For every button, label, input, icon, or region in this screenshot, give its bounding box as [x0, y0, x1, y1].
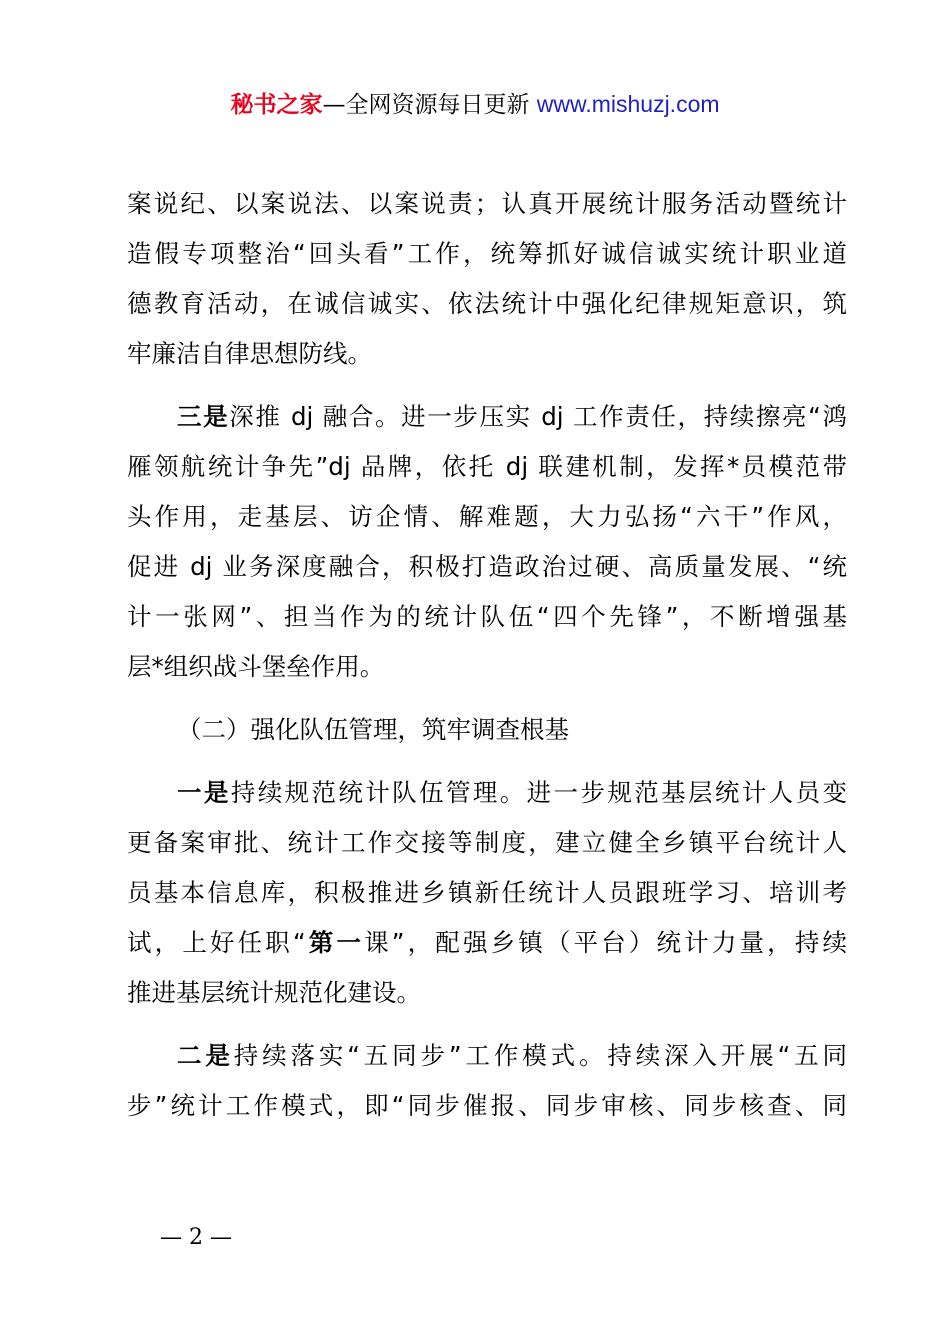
- paragraph-lead-line: 二是持续落实“五同步”工作模式。持续深入开展“五同: [177, 1041, 848, 1070]
- site-header: [0, 86, 950, 123]
- body-line: 造假专项整治“回头看”工作，统筹抓好诚信诚实统计职业道: [127, 239, 847, 268]
- body-line: 推进基层统计规范化建设。: [127, 978, 421, 1007]
- brand-name: 秘书之家: [230, 92, 323, 118]
- emphasis-bold: 第一: [305, 928, 365, 957]
- page-number: — 2 —: [160, 1225, 232, 1250]
- section-heading: （二）强化队伍管理，筑牢调查根基: [177, 715, 569, 744]
- body-line: 德教育活动，在诚信诚实、依法统计中强化纪律规矩意识，筑: [127, 289, 847, 318]
- body-line: 步”统计工作模式，即“同步催报、同步审核、同步核查、同: [127, 1091, 847, 1120]
- paragraph-lead-bold: 三是: [177, 402, 230, 431]
- body-line: 牢廉洁自律思想防线。: [127, 339, 372, 368]
- body-line: 案说纪、以案说法、以案说责；认真开展统计服务活动暨统计: [127, 189, 847, 218]
- body-line: 计一张网”、担当作为的统计队伍“四个先锋”，不断增强基: [127, 602, 847, 631]
- body-line: 更备案审批、统计工作交接等制度，建立健全乡镇平台统计人: [127, 828, 847, 857]
- body-line: 头作用，走基层、访企情、解难题，大力弘扬“六干”作风，: [127, 502, 847, 531]
- paragraph-lead-line: 一是持续规范统计队伍管理。进一步规范基层统计人员变: [177, 778, 848, 807]
- header-tagline: —全网资源每日更新: [322, 92, 530, 118]
- body-line: 雁领航统计争先”dj 品牌，依托 dj 联建机制，发挥*员模范带: [127, 452, 847, 481]
- body-line: 员基本信息库，积极推进乡镇新任统计人员跟班学习、培训考: [127, 878, 847, 907]
- body-line: 层*组织战斗堡垒作用。: [127, 652, 385, 681]
- paragraph-lead-line: 三是深推 dj 融合。进一步压实 dj 工作责任，持续擦亮“鸿: [177, 402, 847, 431]
- body-line: 试，上好任职“第一课”，配强乡镇（平台）统计力量，持续: [127, 928, 847, 957]
- site-url[interactable]: www.mishuzj.com: [536, 91, 720, 117]
- paragraph-lead-bold: 二是: [177, 1041, 234, 1070]
- body-line: 促进 dj 业务深度融合，积极打造政治过硬、高质量发展、“统: [127, 552, 847, 581]
- paragraph-lead-bold: 一是: [177, 778, 231, 807]
